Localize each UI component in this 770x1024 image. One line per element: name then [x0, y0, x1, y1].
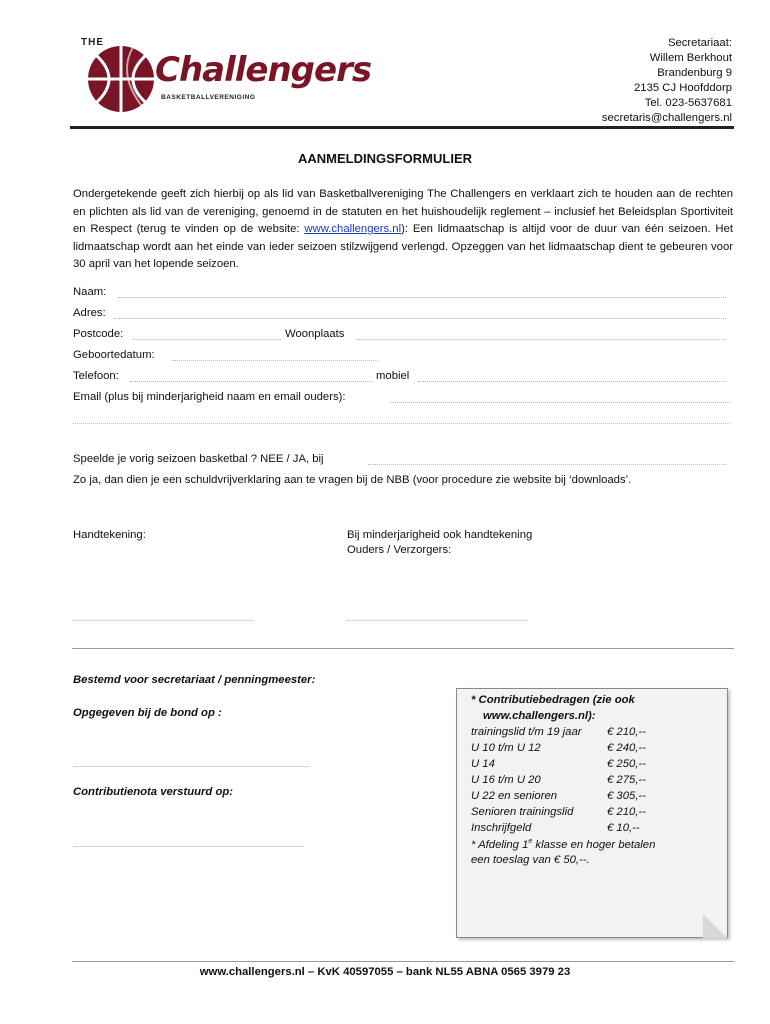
- mobiel-label: mobiel: [376, 370, 410, 382]
- rate-label: Inschrijfgeld: [471, 822, 532, 834]
- contributie-heading-link: www.challengers.nl):: [483, 710, 596, 722]
- rate-row: [471, 806, 646, 818]
- mobiel-field[interactable]: [418, 381, 726, 382]
- naam-field[interactable]: [118, 297, 726, 298]
- vorige-club-field[interactable]: [368, 464, 726, 465]
- postcode-label: Postcode:: [73, 328, 124, 340]
- rate-amount: € 275,--: [607, 774, 646, 786]
- rate-amount: € 10,--: [607, 822, 640, 834]
- rate-label: U 16 t/m U 20: [471, 774, 541, 786]
- address-line: Brandenburg 9: [657, 67, 732, 79]
- address-line: Secretariaat:: [667, 37, 732, 49]
- telefoon-field[interactable]: [130, 381, 372, 382]
- email-field[interactable]: [391, 402, 730, 403]
- address-line: Tel. 023-5637681: [644, 97, 732, 109]
- rate-label: U 14: [471, 758, 495, 770]
- footer-divider: [72, 961, 734, 962]
- rate-label: U 22 en senioren: [471, 790, 558, 802]
- schuldvrij-note: Zo ja, dan dien je een schuldvrijverklaring aan te vragen bij de NBB (voor procedure zie website bij ‘downloads’.: [73, 474, 632, 486]
- note-text: * Afdeling 1: [471, 838, 529, 851]
- intro-text-2: ): Een lidmaatschap is altijd voor de duur van één seizoen. Het lidmaatschap wordt aan het einde van ieder seizoen stilzwijgend verlengd. Opzeggen van het lidmaatschap dient te gebeuren voor 30 april van het lopende seizoen.: [73, 223, 733, 270]
- ouders-handtekening-line[interactable]: [347, 620, 527, 621]
- nota-date-line[interactable]: [73, 846, 303, 847]
- note-sup: e: [528, 838, 533, 845]
- contributie-box: [456, 688, 728, 938]
- secretariaat-address: [602, 36, 732, 126]
- geboortedatum-label: Geboortedatum:: [73, 349, 155, 361]
- logo-wordmark: Challengers: [155, 50, 372, 90]
- geboortedatum-field[interactable]: [172, 360, 378, 361]
- handtekening-label: Handtekening:: [73, 529, 146, 541]
- rate-label: U 10 t/m U 12: [471, 742, 541, 754]
- rate-amount: € 210,--: [607, 726, 646, 738]
- rate-label: trainingslid t/m 19 jaar: [471, 726, 582, 738]
- rate-row: [471, 742, 646, 754]
- intro-paragraph: [73, 186, 733, 274]
- rate-amount: € 305,--: [607, 790, 646, 802]
- contributie-heading: * Contributiebedragen (zie ook: [471, 694, 635, 706]
- rate-amount: € 240,--: [607, 742, 646, 754]
- rate-amount: € 250,--: [607, 758, 646, 770]
- naam-label: Naam:: [73, 286, 107, 298]
- section-divider: [72, 648, 734, 649]
- address-line: Willem Berkhout: [649, 52, 732, 64]
- footer: www.challengers.nl – KvK 40597055 – bank NL55 ABNA 0565 3979 23: [199, 966, 571, 978]
- woonplaats-field[interactable]: [357, 339, 726, 340]
- address-line: 2135 CJ Hoofddorp: [634, 82, 732, 94]
- rate-row: [471, 726, 646, 738]
- telefoon-label: Telefoon:: [73, 370, 119, 382]
- website-link[interactable]: www.challengers.nl: [304, 223, 402, 235]
- postcode-field[interactable]: [133, 339, 281, 340]
- rate-amount: € 210,--: [607, 806, 646, 818]
- nota-label: Contributienota verstuurd op:: [73, 786, 234, 798]
- adres-label: Adres:: [73, 307, 106, 319]
- handtekening-line[interactable]: [73, 620, 253, 621]
- afdeling-note: [471, 838, 655, 851]
- rate-row: [471, 822, 640, 834]
- address-email: secretaris@challengers.nl: [601, 112, 732, 124]
- header-divider: [70, 126, 734, 129]
- logo-the: THE: [81, 37, 104, 48]
- logo-subtitle: BASKETBALLVERENIGING: [161, 94, 256, 101]
- page-curl: [703, 914, 727, 938]
- challengers-logo: [75, 34, 372, 114]
- woonplaats-label: Woonplaats: [285, 328, 345, 340]
- page-title: AANMELDINGSFORMULIER: [297, 151, 473, 166]
- bond-label: Opgegeven bij de bond op :: [73, 707, 222, 719]
- adres-field[interactable]: [114, 318, 726, 319]
- basketbal-question: Speelde je vorig seizoen basketbal ? NEE / JA, bij: [73, 453, 324, 465]
- rate-row: [471, 758, 646, 770]
- bond-date-line[interactable]: [73, 766, 309, 767]
- secretariaat-heading: Bestemd voor secretariaat / penningmeester:: [73, 674, 316, 686]
- email-label: Email (plus bij minderjarigheid naam en email ouders):: [73, 391, 346, 403]
- rate-row: [471, 790, 646, 802]
- minderjarig-label: Bij minderjarigheid ook handtekening: [347, 529, 533, 541]
- rate-row: [471, 774, 646, 786]
- note-text: klasse en hoger betalen: [532, 838, 656, 851]
- toeslag-note: een toeslag van € 50,--.: [471, 854, 590, 866]
- rate-label: Senioren trainingslid: [471, 806, 574, 818]
- ouders-label: Ouders / Verzorgers:: [347, 544, 452, 556]
- intro-text-1: Ondergetekende geeft zich hierbij op als lid van Basketballvereniging The Challengers en verklaart zich te houden aan de rechten en plichten als lid van de vereniging, genoemd in de statuten en het huishoudelijk reglement – inclusief het Beleidsplan Sportiviteit en Respect (terug te vinden op de website:: [73, 188, 733, 235]
- email-field-extra[interactable]: [73, 423, 730, 424]
